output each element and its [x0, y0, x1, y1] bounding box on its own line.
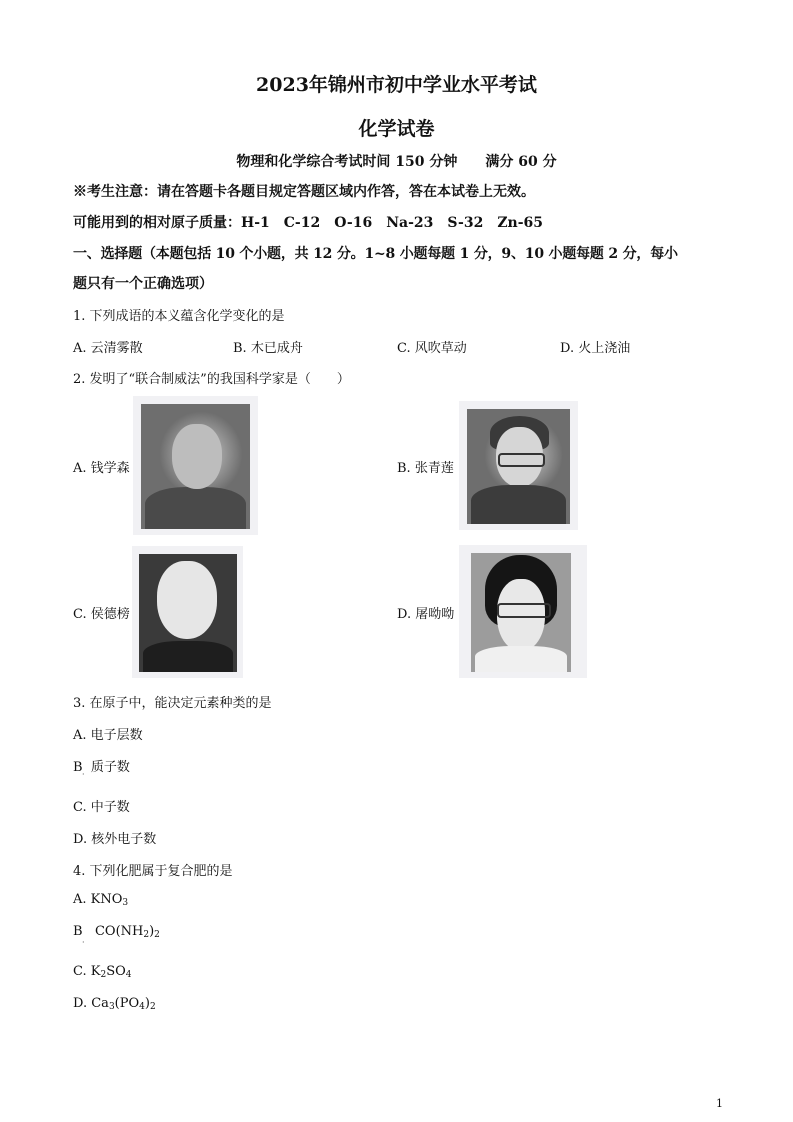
portrait-tu-youyou: [459, 545, 587, 678]
section-heading-line1: 一、选择题（本题包括 10 个小题，共 12 分。1~8 小题每题 1 分，9、10 小题每题 2 分，每小: [73, 246, 678, 262]
question-4-option-a[interactable]: [73, 892, 128, 908]
option-label: D.: [560, 341, 575, 356]
option-text: 风吹草动: [414, 341, 467, 356]
question-3-stem: 3. 在原子中，能决定元素种类的是: [73, 696, 272, 711]
question-2-option-d[interactable]: [397, 603, 454, 622]
option-label: C.: [73, 800, 87, 815]
question-1-option-a[interactable]: [73, 337, 143, 356]
question-2-option-a[interactable]: [73, 457, 130, 476]
atomic-mass-na: Na-23: [386, 215, 434, 231]
formula-ca3po42: $Ca_3(PO_4)_2$: [91, 996, 156, 1012]
option-text: 张青莲: [414, 461, 454, 476]
option-label: A.: [73, 341, 87, 356]
formula-kno3: $KNO_3$: [90, 892, 129, 908]
atomic-mass-o: O-16: [334, 215, 373, 231]
portrait-qian-xuesen: [133, 396, 258, 535]
exam-title: 2023年锦州市初中学业水平考试: [256, 74, 537, 96]
atomic-mass-zn: Zn-65: [497, 215, 544, 231]
portrait-hou-debang: [132, 546, 243, 678]
atomic-mass-h: H-1: [241, 215, 270, 231]
atomic-mass-c: C-12: [283, 215, 321, 231]
option-label: B: [73, 924, 83, 939]
question-3-option-a[interactable]: [73, 724, 143, 743]
formula-urea: $CO(NH_2)_2$: [94, 924, 160, 940]
option-text: 电子层数: [90, 728, 143, 743]
option-label: C.: [397, 341, 411, 356]
option-text: 中子数: [90, 800, 130, 815]
option-label: B.: [397, 461, 411, 476]
option-text: 屠呦呦: [415, 607, 455, 622]
exam-notice: ※考生注意：请在答题卡各题目规定答题区域内作答，答在本试卷上无效。: [73, 184, 535, 200]
option-label: B.: [233, 341, 247, 356]
option-text: 云清雾散: [90, 341, 143, 356]
option-label: D.: [73, 832, 88, 847]
option-label: D.: [73, 996, 88, 1011]
question-3-option-c[interactable]: [73, 796, 130, 815]
question-4-option-b[interactable]: [73, 924, 160, 940]
question-2-option-c[interactable]: [73, 603, 130, 622]
option-label: A.: [73, 728, 87, 743]
option-text: 质子数: [90, 760, 130, 775]
atomic-mass-s: S-32: [447, 215, 484, 231]
question-4-option-c[interactable]: [73, 964, 132, 980]
atomic-mass-label: 可能用到的相对原子质量：: [73, 215, 241, 231]
option-label: A.: [73, 892, 87, 907]
option-text: 木已成舟: [250, 341, 303, 356]
question-1-option-d[interactable]: [560, 337, 630, 356]
question-3-option-d[interactable]: [73, 828, 156, 847]
exam-subtitle: 化学试卷: [358, 118, 435, 140]
question-1-option-b[interactable]: [233, 337, 303, 356]
formula-k2so4: $K_2SO_4$: [90, 964, 132, 980]
question-1-option-c[interactable]: [397, 337, 467, 356]
option-text: 钱学森: [90, 461, 130, 476]
exam-info: 物理和化学综合考试时间 150 分钟 满分 60 分: [236, 154, 557, 170]
option-label: D.: [397, 607, 412, 622]
question-4-stem: 4. 下列化肥属于复合肥的是: [73, 864, 233, 879]
question-2-option-b[interactable]: [397, 457, 454, 476]
question-1-stem: 1. 下列成语的本义蕴含化学变化的是: [73, 309, 285, 324]
option-label: C.: [73, 964, 87, 979]
option-label: A.: [73, 461, 87, 476]
option-text: 核外电子数: [91, 832, 157, 847]
stray-dot: ·: [82, 770, 85, 779]
atomic-mass-line: [73, 212, 543, 232]
option-label: B: [73, 760, 83, 775]
section-heading-line2: 题只有一个正确选项）: [73, 276, 213, 292]
option-text: 侯德榜: [90, 607, 130, 622]
question-2-stem: 2. 发明了“联合制威法”的我国科学家是（ ）: [73, 372, 350, 387]
stray-dot: ·: [82, 938, 85, 947]
option-label: C.: [73, 607, 87, 622]
page-number: 1: [716, 1097, 723, 1110]
option-text: 火上浇油: [578, 341, 631, 356]
portrait-zhang-qinglian: [459, 401, 578, 530]
question-4-option-d[interactable]: [73, 996, 156, 1012]
